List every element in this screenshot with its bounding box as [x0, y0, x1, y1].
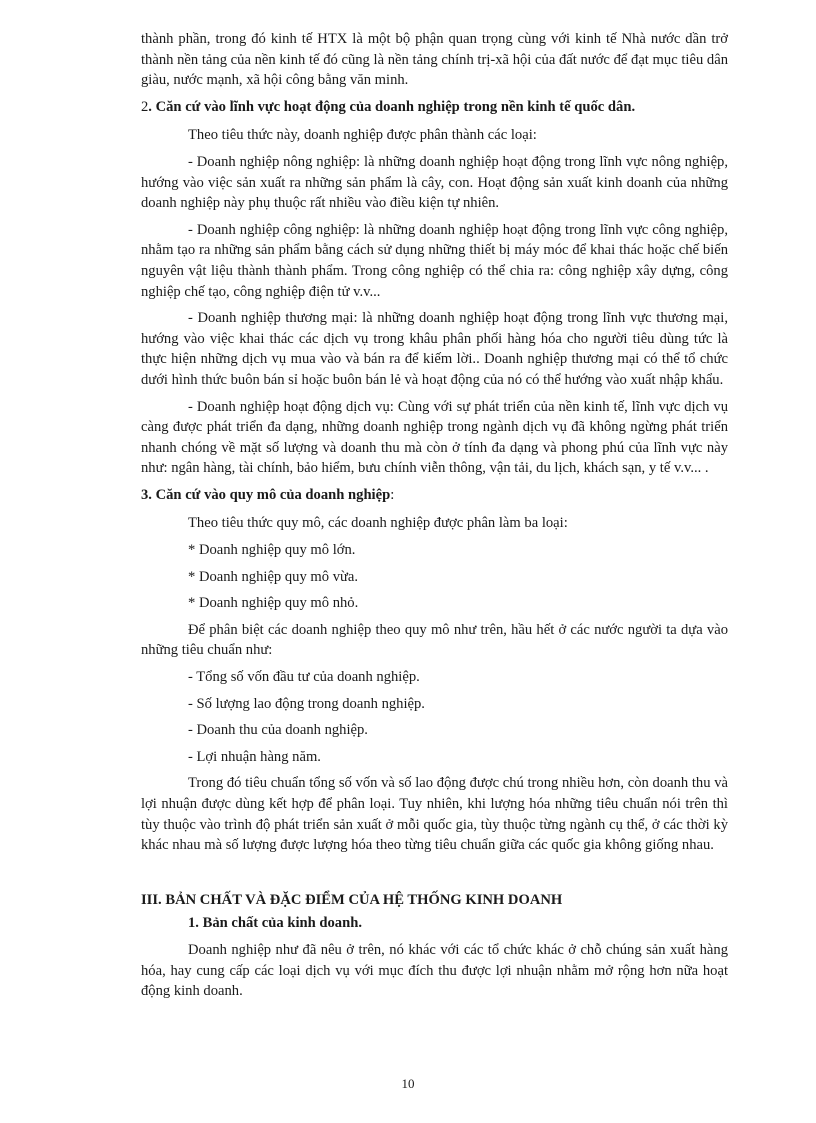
paragraph-intro-continuation: thành phần, trong đó kinh tế HTX là một bộ phận quan trọng cùng với kinh tế Nhà nước dần trở thành nền tảng của nền kinh tế đó cũng là nền tảng chính trị-xã hội của đất nước để đạt mục tiêu dân giàu, nước mạnh, xã hội công bằng văn minh. [141, 31, 728, 89]
paragraph-scale-intro: Theo tiêu thức quy mô, các doanh nghiệp được phân làm ba loại: [188, 515, 568, 532]
list-item: * Doanh nghiệp quy mô vừa. [188, 568, 359, 585]
paragraph-criteria-intro: Theo tiêu thức này, doanh nghiệp được phân thành các loại: [188, 127, 537, 144]
list-item: - Số lượng lao động trong doanh nghiệp. [188, 695, 425, 712]
section-title: 3. Căn cứ vào quy mô của doanh nghiệp [141, 486, 391, 503]
section-heading-2 [141, 97, 728, 118]
page-number: 10 [401, 1076, 415, 1091]
list-item: * Doanh nghiệp quy mô lớn. [188, 542, 356, 559]
paragraph-criteria: Để phân biệt các doanh nghiệp theo quy mô như trên, hầu hết ở các nước người ta dựa vào những tiêu chuẩn như: [141, 621, 728, 659]
section-heading-3 [141, 485, 728, 506]
paragraph-commerce: - Doanh nghiệp thương mại: là những doanh nghiệp hoạt động trong lĩnh vực thương mại, hướng vào việc khai thác các dịch vụ trong khâu phân phối hàng hóa cho người tiêu dùng tức là thực hiện những dịch vụ mua vào và bán ra để kiếm lời.. Doanh nghiệp thương mại có thể tổ chức dưới hình thức buôn bán sỉ hoặc buôn bán lẻ và hoạt động của nó có thể hướng vào xuất nhập khẩu. [141, 310, 728, 388]
list-item: - Doanh thu của doanh nghiệp. [188, 722, 368, 739]
section-number: 2 [141, 98, 149, 115]
paragraph-criteria-weighting: Trong đó tiêu chuẩn tổng số vốn và số lao động được chú trong nhiều hơn, còn doanh thu và lợi nhuận được dùng kết hợp để phân loại. Tuy nhiên, khi lượng hóa những tiêu chuẩn nói trên thì tùy thuộc vào trình độ phát triển sản xuất ở mỗi quốc gia, tùy thuộc từng ngành cụ thể, ở các thời kỳ khác nhau mà số lượng được lượng hóa theo từng tiêu chuẩn giữa các quốc gia không giống nhau. [141, 775, 728, 854]
chapter-heading: III. BẢN CHẤT VÀ ĐẶC ĐIỂM CỦA HỆ THỐNG KINH DOANH [141, 891, 563, 908]
document-page [141, 29, 728, 1008]
list-item: - Lợi nhuận hàng năm. [188, 748, 321, 765]
paragraph-industry: - Doanh nghiệp công nghiệp: là những doanh nghiệp hoạt động trong lĩnh vực công nghiệp, nhằm tạo ra những sản phẩm bằng cách sử dụng những thiết bị máy móc để khai thác hoặc chế biến nguyên vật liệu thành thành phẩm. Trong công nghiệp có thể chia ra: công nghiệp xây dựng, công nghiệp chế tạo, công nghiệp điện tử v.v... [141, 221, 728, 300]
paragraph-business-nature: Doanh nghiệp như đã nêu ở trên, nó khác với các tổ chức khác ở chỗ chúng sản xuất hàng hóa, hay cung cấp các loại dịch vụ với mục đích thu được lợi nhuận nhằm mở rộng hơn nữa hoạt động kinh doanh. [141, 941, 728, 1000]
paragraph-services: - Doanh nghiệp hoạt động dịch vụ: Cùng với sự phát triển của nền kinh tế, lĩnh vực dịch vụ càng được phát triển đa dạng, những doanh nghiệp trong ngành dịch vụ đã không ngừng phát triển nhanh chóng về mặt số lượng và doanh thu mà còn ở tính đa dạng và phong phú của lĩnh vực này như: ngân hàng, tài chính, bảo hiểm, bưu chính viễn thông, vận tải, du lịch, khách sạn, y tế v.v... . [141, 398, 728, 477]
list-item: * Doanh nghiệp quy mô nhỏ. [188, 595, 359, 612]
subsection-heading: 1. Bản chất của kinh doanh. [188, 915, 362, 932]
list-item: - Tổng số vốn đầu tư của doanh nghiệp. [188, 669, 420, 686]
section-colon: : [390, 486, 395, 503]
section-title: . Căn cứ vào lĩnh vực hoạt động của doanh nghiệp trong nền kinh tế quốc dân. [148, 98, 636, 115]
paragraph-agriculture: - Doanh nghiệp nông nghiệp: là những doanh nghiệp hoạt động trong lĩnh vực nông nghiệp, hướng vào việc sản xuất ra những sản phẩm là cây, con. Hoạt động sản xuất kinh doanh của những doanh nghiệp này phụ thuộc rất nhiều vào điều kiện tự nhiên. [141, 153, 728, 212]
